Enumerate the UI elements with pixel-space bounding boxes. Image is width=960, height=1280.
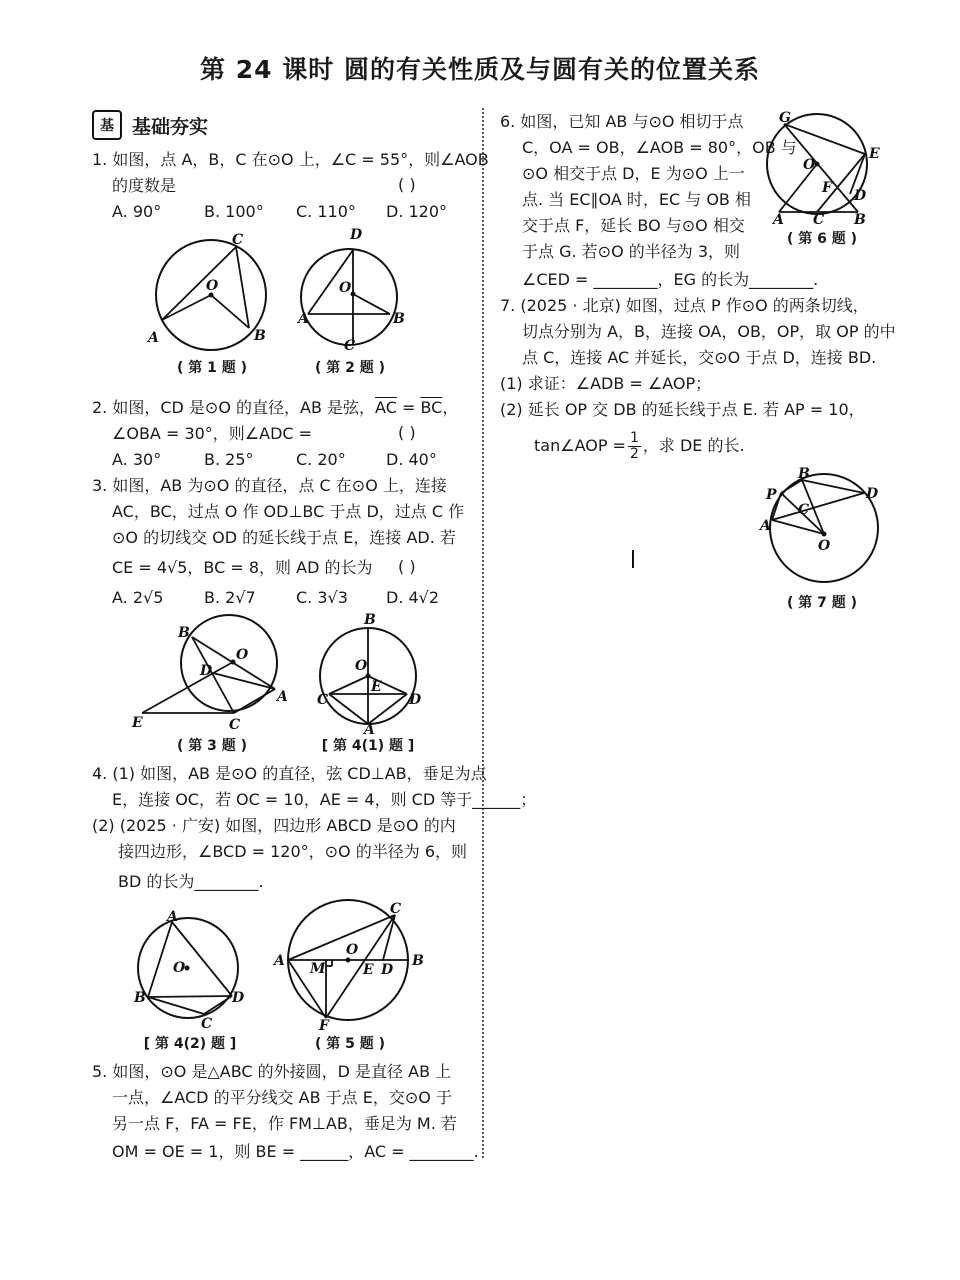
f7-center-dot <box>822 532 827 537</box>
f2-label-d: D <box>350 227 363 243</box>
f41-label-e: E <box>371 679 382 695</box>
q4-line5: BD 的长为________. <box>118 872 264 891</box>
f1-label-a: A <box>148 330 159 346</box>
f2-caption: ( 第 2 题 ) <box>314 360 386 376</box>
f7-label-p: P <box>766 487 777 503</box>
f6-label-d: D <box>854 188 867 204</box>
q2-option-b: B. 25° <box>204 450 254 469</box>
q3-options <box>112 586 472 610</box>
q3-line4: CE = 4√5，BC = 8，则 AD 的长为 <box>112 558 373 577</box>
q4-line4: 接四边形，∠BCD = 120°，⊙O 的半径为 6，则 <box>118 842 468 861</box>
f2-label-a: A <box>298 311 309 327</box>
q7-fraction-num: 1 <box>629 430 639 446</box>
f2-label-c: C <box>344 338 356 354</box>
f41-label-d: D <box>409 692 422 708</box>
figure-4-1 <box>315 612 425 738</box>
q1-option-b: B. 100° <box>204 202 264 221</box>
f5-center-dot <box>346 958 351 963</box>
figure-7 <box>760 466 885 585</box>
f3-label-o: O <box>236 647 249 663</box>
f42-line-cd <box>204 996 232 1014</box>
q6-line3: ⊙O 相交于点 D，E 为⊙O 上一 <box>522 164 745 183</box>
q3-option-b: B. 2√7 <box>204 588 256 607</box>
f42-caption: [ 第 4(2) 题 ] <box>143 1036 237 1052</box>
q7-fraction <box>628 431 641 462</box>
q2-answer-paren: ( ) <box>398 423 416 442</box>
figure-3 <box>130 615 300 735</box>
q3-option-d: D. 4√2 <box>386 588 440 607</box>
q7-line4: (1) 求证：∠ADB = ∠AOP； <box>500 374 712 393</box>
q4-line2: E，连接 OC，若 OC = 10，AE = 4，则 CD 等于______； <box>112 790 537 809</box>
q3-line2: AC，BC，过点 O 作 OD⊥BC 于点 D，过点 C 作 <box>112 502 465 521</box>
q2-text-b: ， <box>442 398 459 417</box>
f1-label-c: C <box>232 232 244 248</box>
f1-caption: ( 第 1 题 ) <box>176 360 248 376</box>
q7-line6 <box>534 428 745 464</box>
f3-label-d: D <box>200 663 213 679</box>
stray-mark <box>632 550 634 568</box>
f2-label-b: B <box>393 311 405 327</box>
f42-line-bd <box>148 996 232 997</box>
f6-label-c: C <box>813 212 825 228</box>
q3-option-c: C. 3√3 <box>296 588 348 607</box>
f5-label-o: O <box>346 942 359 958</box>
f6-label-o: O <box>803 157 816 173</box>
q7-line5: (2) 延长 OP 交 DB 的延长线于点 E. 若 AP = 10， <box>500 400 865 419</box>
figure-5 <box>274 900 424 1032</box>
q4-line3: (2) (2025 · 广安) 如图，四边形 ABCD 是⊙O 的内 <box>92 816 456 835</box>
q7-fraction-den: 2 <box>629 446 639 462</box>
q6-line1: 6. 如图，已知 AB 与⊙O 相切于点 <box>500 112 744 131</box>
f42-label-o: O <box>173 960 186 976</box>
q2-option-a: A. 30° <box>112 450 162 469</box>
q2-option-d: D. 40° <box>386 450 437 469</box>
f6-caption: ( 第 6 题 ) <box>786 231 858 247</box>
f42-label-a: A <box>167 909 178 925</box>
q2-equals: = <box>396 398 421 417</box>
f5-label-c: C <box>390 901 402 917</box>
f7-label-a: A <box>760 518 771 534</box>
q2-line1 <box>92 396 458 420</box>
f6-label-b: B <box>854 212 866 228</box>
f3-center-dot <box>231 660 236 665</box>
q5-line3: 另一点 F，FA = FE，作 FM⊥AB，垂足为 M. 若 <box>112 1114 457 1133</box>
section-book-icon: 基 <box>92 110 122 140</box>
page-title: 第 24 课时 圆的有关性质及与圆有关的位置关系 <box>200 55 760 84</box>
q1-answer-paren: ( ) <box>398 175 416 194</box>
q6-line2: C，OA = OB，∠AOB = 80°，OB 与 <box>522 138 797 157</box>
figure-4-2 <box>130 910 250 1032</box>
figure-1 <box>148 232 275 356</box>
f41-label-a: A <box>364 722 375 738</box>
f3-caption: ( 第 3 题 ) <box>176 738 248 754</box>
f41-label-b: B <box>364 612 376 628</box>
f5-line-cd <box>383 915 395 960</box>
q5-line1: 5. 如图，⊙O 是△ABC 的外接圆，D 是直径 AB 上 <box>92 1062 452 1081</box>
f41-label-c: C <box>317 692 329 708</box>
f1-label-o: O <box>206 278 219 294</box>
f41-label-o: O <box>355 658 368 674</box>
q4-line1: 4. (1) 如图，AB 是⊙O 的直径，弦 CD⊥AB，垂足为点 <box>92 764 487 783</box>
f5-label-b: B <box>412 953 424 969</box>
f2-circle <box>301 249 397 345</box>
f1-line-ao <box>162 295 211 320</box>
f6-center-dot <box>815 162 820 167</box>
f42-label-c: C <box>201 1016 213 1032</box>
f3-line-da <box>213 673 275 689</box>
f7-line-bd <box>802 480 864 493</box>
f41-center-dot <box>366 674 371 679</box>
f5-label-e: E <box>363 962 374 978</box>
f3-line-ca <box>234 689 275 713</box>
q7-line2: 切点分别为 A，B，连接 OA，OB，OP，取 OP 的中 <box>522 322 896 341</box>
q6-line5: 交于点 F，延长 BO 与⊙O 相交 <box>522 216 745 235</box>
q6-line7: ∠CED = ________，EG 的长为________. <box>522 270 819 289</box>
q3-answer-paren: ( ) <box>398 557 416 576</box>
f42-label-b: B <box>134 990 146 1006</box>
q5-line4: OM = OE = 1，则 BE = ______，AC = ________. <box>112 1142 479 1161</box>
f3-label-c: C <box>229 717 241 733</box>
f6-label-a: A <box>773 212 784 228</box>
f3-label-b: B <box>178 625 190 641</box>
q1-line2: 的度数是 <box>112 176 177 195</box>
q2-text-a: 2. 如图，CD 是⊙O 的直径，AB 是弦， <box>92 398 376 417</box>
f5-label-m: M <box>310 961 326 977</box>
f1-label-b: B <box>254 328 266 344</box>
q7-tail-text: ，求 DE 的长. <box>642 436 745 455</box>
f3-line-bc <box>192 637 234 713</box>
q7-tan-text: tan∠AOP = <box>534 436 626 455</box>
q1-option-a: A. 90° <box>112 202 162 221</box>
q6-line6: 于点 G. 若⊙O 的半径为 3，则 <box>522 242 741 261</box>
q3-option-a: A. 2√5 <box>112 588 164 607</box>
q5-line2: 一点，∠ACD 的平分线交 AB 于点 E，交⊙O 于 <box>112 1088 452 1107</box>
f7-label-b: B <box>798 466 810 482</box>
f6-label-f: F <box>822 180 832 196</box>
f2-line-ob <box>353 294 390 314</box>
f3-label-e: E <box>132 715 143 731</box>
f1-line-cb <box>236 247 249 328</box>
f6-label-g: G <box>779 110 791 126</box>
q7-line3: 点 C，连接 AC 并延长，交⊙O 于点 D，连接 BD. <box>522 348 877 367</box>
q1-option-d: D. 120° <box>386 202 448 221</box>
f7-caption: ( 第 7 题 ) <box>786 595 858 611</box>
q2-arc-bc: $\overline{BC}$ <box>420 398 443 417</box>
column-divider <box>482 108 484 1158</box>
figure-2 <box>295 226 405 352</box>
f5-label-a: A <box>274 953 285 969</box>
section-title: 基础夯实 <box>132 115 209 138</box>
q2-line2: ∠OBA = 30°，则∠ADC = <box>112 424 313 443</box>
f42-center-dot <box>185 966 190 971</box>
f41-caption: [ 第 4(1) 题 ] <box>321 738 415 754</box>
f2-center-dot <box>351 292 356 297</box>
q7-line1: 7. (2025 · 北京) 如图，过点 P 作⊙O 的两条切线， <box>500 296 869 315</box>
q1-options <box>112 200 472 224</box>
f1-line-ac <box>162 247 236 320</box>
f2-label-o: O <box>339 280 352 296</box>
f7-label-o: O <box>818 538 831 554</box>
f5-label-f: F <box>319 1018 329 1034</box>
f5-label-d: D <box>381 962 394 978</box>
f5-caption: ( 第 5 题 ) <box>314 1036 386 1052</box>
f42-label-d: D <box>232 990 245 1006</box>
section-header <box>92 110 208 140</box>
f3-label-a: A <box>277 689 288 705</box>
f41-line-co <box>329 676 368 694</box>
q2-options <box>112 448 472 472</box>
q3-line1: 3. 如图，AB 为⊙O 的直径，点 C 在⊙O 上，连接 <box>92 476 447 495</box>
f1-line-ob <box>211 295 249 328</box>
f7-label-d: D <box>866 486 879 502</box>
f6-label-e: E <box>869 146 880 162</box>
q2-option-c: C. 20° <box>296 450 346 469</box>
q1-line1: 1. 如图，点 A，B，C 在⊙O 上，∠C = 55°，则∠AOB <box>92 150 489 169</box>
q1-option-c: C. 110° <box>296 202 356 221</box>
q3-line3: ⊙O 的切线交 OD 的延长线于点 E，连接 AD. 若 <box>112 528 456 547</box>
figure-6 <box>770 108 885 226</box>
f7-label-c: C <box>798 502 810 518</box>
q2-arc-ac: $\overline{AC}$ <box>375 398 397 417</box>
q6-line4: 点. 当 EC∥OA 时，EC 与 OB 相 <box>522 190 751 209</box>
